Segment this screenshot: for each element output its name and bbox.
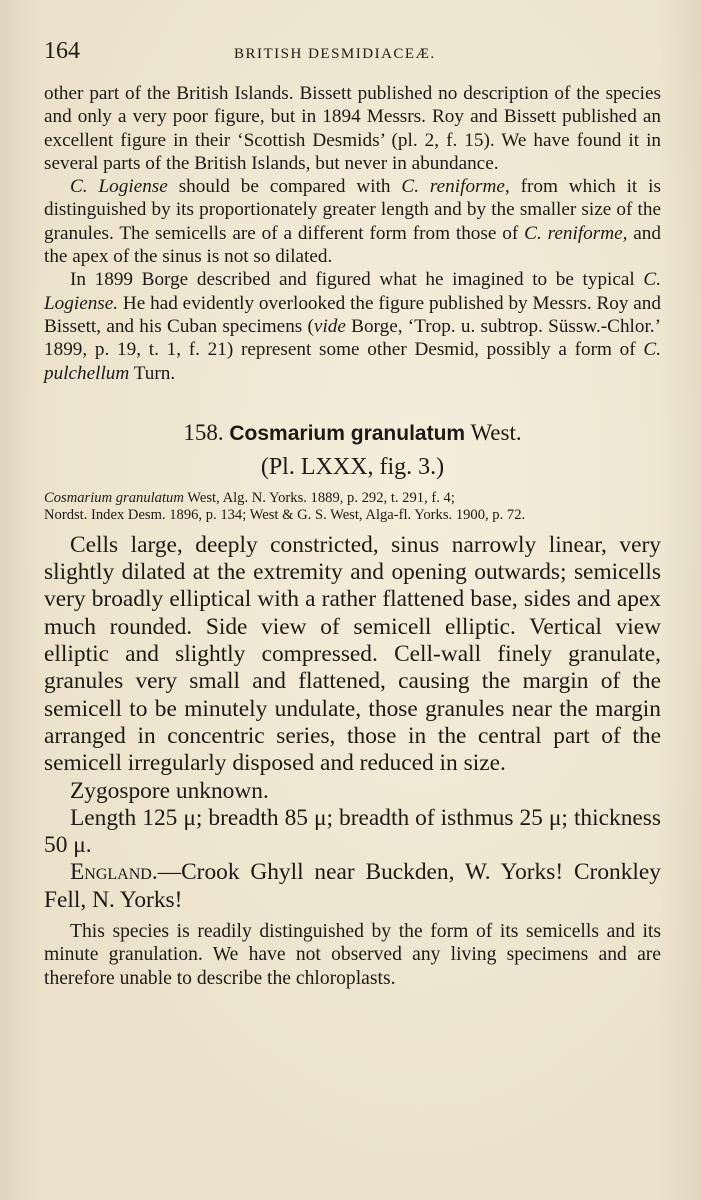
- text-run: In 1899 Borge described and figured what he imagined to be typical: [70, 269, 644, 291]
- intro-text: [44, 82, 661, 385]
- text-run: Turn.: [129, 362, 176, 384]
- plate-reference: (Pl. LXXX, fig. 3.): [260, 453, 445, 480]
- intro-paragraph-3: [44, 268, 661, 384]
- italic-word: vide: [313, 315, 346, 337]
- text-run: He had evidently overlooked the figure published by Messrs. Roy and Bissett, and his Cuban specimens (: [44, 292, 661, 337]
- dimensions: Length 125 μ; breadth 85 μ; breadth of isthmus 25 μ; thickness 50 μ.: [44, 804, 661, 859]
- italic-name: C. reniforme,: [524, 222, 628, 244]
- species-number: 158.: [183, 419, 224, 445]
- italic-name: C. Logiense.: [44, 269, 661, 314]
- species-description: [44, 532, 661, 914]
- page-number: 164: [44, 38, 80, 64]
- locality: [44, 859, 661, 914]
- page-header: [44, 38, 661, 82]
- locality-country: England.: [70, 859, 158, 886]
- text-run: should be compared with: [167, 176, 402, 198]
- italic-name: C. pulchellum: [44, 339, 661, 384]
- species-heading: [44, 419, 661, 448]
- intro-paragraph-1: other part of the British Islands. Bissett published no description of the species and only a very poor figure, but in 1894 Messrs. Roy and Bissett published an excellent figure in their ‘Scottish Desmids’ (pl. 2, f. 15). We have found it in several parts of the British Islands, but never in abundance.: [44, 83, 661, 174]
- closing-paragraph: This species is readily distinguished by the form of its semicells and its minute granulation. We have not observed any living specimens and are therefore unable to describe the chloroplasts.: [44, 921, 661, 989]
- locality-text: —Crook Ghyll near Buckden, W. Yorks! Cronkley Fell, N. Yorks!: [44, 859, 661, 913]
- running-title: BRITISH DESMIDIACEÆ.: [234, 46, 436, 62]
- synonymy-citation-rest: Nordst. Index Desm. 1896, p. 134; West & G. S. West, Alga-fl. Yorks. 1900, p. 72.: [44, 506, 526, 523]
- closing-note: [44, 920, 661, 990]
- description-paragraph: Cells large, deeply constricted, sinus narrowly linear, very slightly dilated at the extremity and opening outwards; semicells very broadly elliptical with a rather flattened base, sides and apex much rounded. Side view of semicell elliptic. Vertical view elliptic and slightly compressed. Cell-wall finely granulate, granules very small and flattened, causing the margin of the semicell to be minutely undulate, those granules near the margin arranged in concentric series, those in the central part of the semicell irregularly disposed and reduced in size.: [44, 531, 661, 777]
- text-run: Borge, ‘Trop. u. subtrop. Süssw.-Chlor.’ 1899, p. 19, t. 1, f. 21) represent some other Desmid, possibly a form of: [44, 315, 661, 361]
- species-author: West.: [470, 419, 522, 445]
- text-run: from which it is distinguished by its proportionately greater length and by the smaller size of the granules. The semicells are of a different form from those of: [44, 176, 661, 244]
- synonymy-citation-first: West, Alg. N. Yorks. 1889, p. 292, t. 291, f. 4;: [183, 489, 455, 506]
- synonymy-citation: [44, 490, 661, 524]
- zygospore-note: Zygospore unknown.: [70, 777, 269, 804]
- intro-paragraph-2: [44, 175, 661, 268]
- synonymy-species-name: Cosmarium granulatum: [44, 489, 184, 506]
- text-run: and the apex of the sinus is not so dilated.: [44, 222, 661, 268]
- species-name: Cosmarium granulatum: [229, 421, 466, 445]
- italic-name: C. Logiense: [70, 176, 168, 198]
- italic-name: C. reniforme,: [401, 176, 510, 198]
